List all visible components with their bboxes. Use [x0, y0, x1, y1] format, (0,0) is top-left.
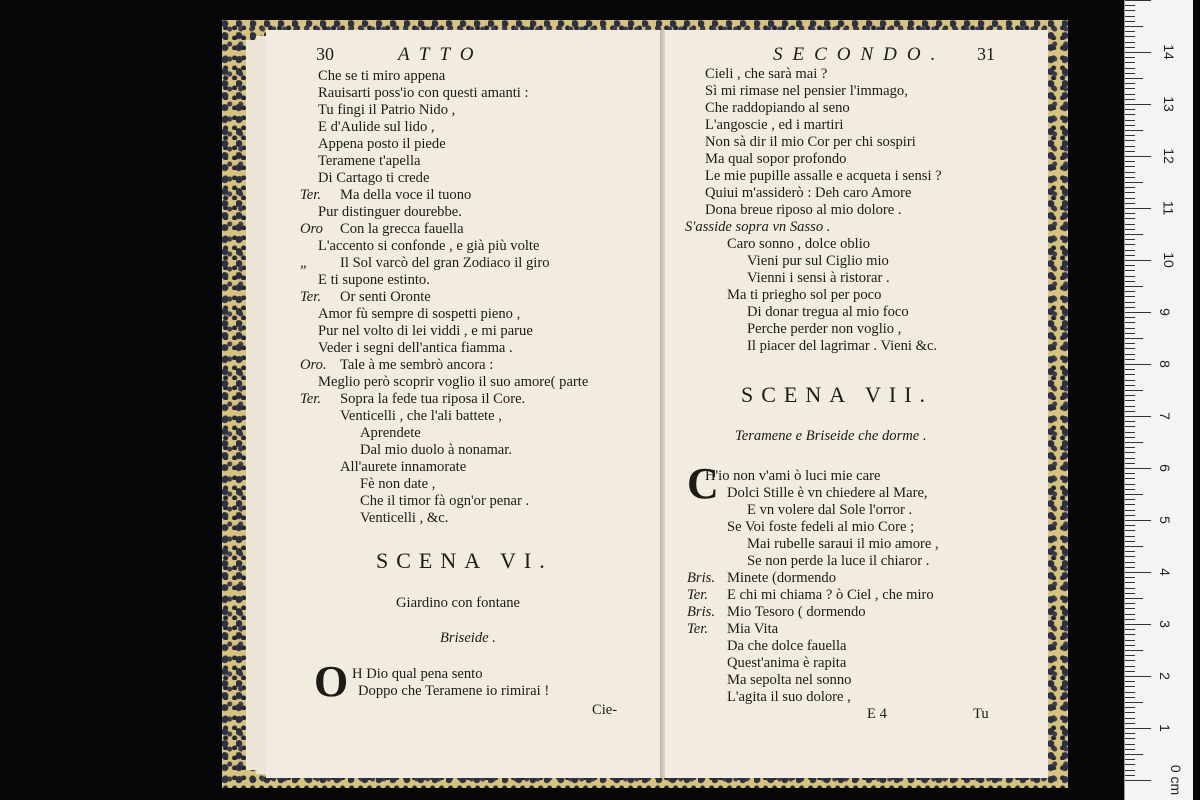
verse-line: Che raddopiando al seno [705, 100, 850, 116]
ruler-tick [1125, 510, 1135, 511]
ruler-tick [1125, 208, 1151, 209]
ruler-tick [1125, 494, 1143, 495]
verse-line: L'angoscie , ed i martiri [705, 117, 844, 133]
ruler-tick [1125, 681, 1135, 682]
ruler-tick [1125, 640, 1135, 641]
verse-line: E ti supone estinto. [318, 272, 430, 288]
ruler-tick [1125, 172, 1135, 173]
ruler-tick [1125, 515, 1135, 516]
verse-line: Caro sonno , dolce oblio [727, 236, 871, 252]
verse-line: Amor fù sempre di sospetti pieno , [318, 306, 521, 322]
ruler-label: 6 [1156, 464, 1173, 472]
verse-line: Dal mio duolo à nonamar. [360, 442, 512, 458]
verse-line: Quest'anima è rapita [727, 655, 847, 671]
ruler-tick [1125, 582, 1135, 583]
ruler-tick [1125, 333, 1135, 334]
left-page [266, 30, 662, 778]
ruler-tick [1125, 619, 1135, 620]
ruler-tick [1125, 723, 1135, 724]
ruler-tick [1125, 99, 1135, 100]
scene-title: SCENA VII. [741, 382, 934, 407]
ruler-tick [1125, 120, 1135, 121]
ruler-tick [1125, 260, 1151, 261]
ruler-tick [1125, 676, 1151, 677]
ruler-tick [1125, 380, 1135, 381]
verse-line: Dona breue riposo al mio dolore . [705, 202, 902, 218]
speaker-label: Ter. [687, 621, 708, 637]
ruler-tick [1125, 21, 1135, 22]
verse-line: Quiui m'assiderò : Deh caro Amore [705, 185, 912, 201]
ruler-tick [1125, 224, 1135, 225]
ruler-tick [1125, 484, 1135, 485]
ruler-tick [1125, 302, 1135, 303]
ruler-tick [1125, 452, 1135, 453]
verse-line: Di donar tregua al mio foco [747, 304, 909, 320]
speaker-label: Bris. [687, 570, 715, 586]
ruler-tick [1125, 390, 1143, 391]
verse-line: Da che dolce fauella [727, 638, 847, 654]
ruler-label: 3 [1156, 620, 1173, 628]
ruler-tick [1125, 369, 1135, 370]
verse-line: Cieli , che sarà mai ? [705, 66, 828, 82]
ruler-tick [1125, 94, 1135, 95]
ruler-tick [1125, 634, 1135, 635]
ruler-tick [1125, 250, 1135, 251]
verse-line: Se Voi foste fedeli al mio Core ; [727, 519, 915, 535]
speaker-label: Ter. [687, 587, 708, 603]
ruler-label: 13 [1160, 96, 1177, 112]
verse-line: Mai rubelle saraui il mio amore , [747, 536, 939, 552]
ruler-tick [1125, 686, 1135, 687]
ruler-tick [1125, 421, 1135, 422]
drop-cap: O [314, 657, 349, 706]
ruler-tick [1125, 234, 1143, 235]
ruler-tick [1125, 10, 1135, 11]
stage-direction: S'asside sopra vn Sasso . [685, 219, 831, 235]
verse-line: Il Sol varcò del gran Zodiaco il giro [340, 255, 550, 271]
ruler-tick [1125, 588, 1135, 589]
ruler-tick [1125, 218, 1135, 219]
ruler-label: 5 [1156, 516, 1173, 524]
ruler-tick [1125, 442, 1143, 443]
ruler-tick [1125, 239, 1135, 240]
ruler-tick [1125, 244, 1135, 245]
ruler-tick [1125, 151, 1135, 152]
ruler-tick [1125, 692, 1135, 693]
verse-line: Perche perder non voglio , [747, 321, 902, 337]
ruler-tick [1125, 468, 1151, 469]
ruler-tick [1125, 458, 1135, 459]
ruler-tick [1125, 312, 1151, 313]
verse-line: Minete (dormendo [727, 570, 837, 586]
verse-line: Appena posto il piede [318, 136, 446, 152]
ruler-tick [1125, 546, 1143, 547]
speaker-label: Ter. [300, 187, 321, 203]
ruler-label: 9 [1156, 308, 1173, 316]
catchword: Tu [973, 706, 989, 722]
ruler-tick [1125, 338, 1143, 339]
ruler-tick [1125, 385, 1135, 386]
verse-line: Non sà dir il mio Cor per chi sospiri [705, 134, 916, 150]
verse-line: Pur distinguer dourebbe. [318, 204, 462, 220]
ruler-tick [1125, 109, 1135, 110]
signature-mark: E 4 [867, 706, 887, 722]
page-number: 30 [316, 44, 334, 64]
ruler-tick [1125, 203, 1135, 204]
ruler-tick [1125, 354, 1135, 355]
ruler-tick [1125, 707, 1135, 708]
ruler-tick [1125, 614, 1135, 615]
ruler-tick [1125, 411, 1135, 412]
ruler-tick [1125, 36, 1135, 37]
ruler-tick [1125, 328, 1135, 329]
ruler-tick [1125, 577, 1135, 578]
ruler-tick [1125, 104, 1151, 105]
ruler-tick [1125, 26, 1143, 27]
ruler-tick [1125, 130, 1143, 131]
scene-characters: Teramene e Briseide che dorme . [735, 428, 927, 444]
speaker-label: „ [300, 255, 309, 271]
ruler-tick [1125, 530, 1135, 531]
ruler-tick [1125, 296, 1135, 297]
ruler-tick [1125, 270, 1135, 271]
ruler-tick [1125, 572, 1151, 573]
ruler-tick [1125, 213, 1135, 214]
verse-line: Con la grecca fauella [340, 221, 464, 237]
ruler-tick [1125, 68, 1135, 69]
ruler-tick [1125, 655, 1135, 656]
verse-line: Di Cartago ti crede [318, 170, 430, 186]
verse-line: Or senti Oronte [340, 289, 431, 305]
verse-line: H'io non v'ami ò luci mie care [705, 468, 881, 484]
ruler-label: 8 [1156, 360, 1173, 368]
ruler-tick [1125, 671, 1135, 672]
verse-line: Ma qual sopor profondo [705, 151, 847, 167]
ruler-tick [1125, 406, 1135, 407]
ruler-tick [1125, 359, 1135, 360]
ruler-tick [1125, 182, 1143, 183]
ruler-tick [1125, 478, 1135, 479]
ruler-tick [1125, 198, 1135, 199]
ruler-tick [1125, 416, 1151, 417]
ruler-tick [1125, 140, 1135, 141]
ruler-tick [1125, 42, 1135, 43]
verse-line: E vn volere dal Sole l'orror . [747, 502, 913, 518]
ruler-tick [1125, 166, 1135, 167]
ruler-label: 12 [1160, 148, 1177, 164]
verse-line: Tu fingi il Patrio Nido , [318, 102, 456, 118]
verse-line: E d'Aulide sul lido , [318, 119, 435, 135]
speaker-label: Ter. [300, 391, 321, 407]
verse-line: Ma ti priegho sol per poco [727, 287, 882, 303]
verse-line: Pur nel volto di lei viddi , e mi parue [318, 323, 533, 339]
ruler-tick [1125, 551, 1135, 552]
ruler-tick [1125, 728, 1151, 729]
drop-cap: C [687, 459, 719, 508]
verse-line: Vienni i sensi à ristorar . [747, 270, 890, 286]
ruler-tick [1125, 57, 1135, 58]
ruler-tick [1125, 780, 1151, 781]
verse-line: Se non perde la luce il chiaror . [747, 553, 930, 569]
verse-line: Teramene t'apella [318, 153, 421, 169]
verse-line: Ma della voce il tuono [340, 187, 472, 203]
ruler-tick [1125, 650, 1143, 651]
ruler-tick [1125, 125, 1135, 126]
ruler-tick [1125, 712, 1135, 713]
ruler-tick [1125, 16, 1135, 17]
ruler-tick [1125, 749, 1135, 750]
ruler-tick [1125, 567, 1135, 568]
ruler-tick [1125, 192, 1135, 193]
ruler-tick [1125, 473, 1135, 474]
ruler-tick [1125, 629, 1135, 630]
ruler-tick [1125, 161, 1135, 162]
ruler-tick [1125, 83, 1135, 84]
verse-line: Il piacer del lagrimar . Vieni &c. [747, 338, 938, 354]
ruler-tick [1125, 697, 1135, 698]
verse-line: Dolci Stille è vn chiedere al Mare, [727, 485, 928, 501]
ruler-tick [1125, 770, 1135, 771]
ruler-tick [1125, 660, 1135, 661]
ruler-tick [1125, 744, 1135, 745]
ruler-tick [1125, 343, 1135, 344]
running-head: SECONDO. [773, 44, 946, 65]
verse-line: Meglio però scoprir voglio il suo amore( parte [318, 374, 589, 390]
ruler-tick [1125, 177, 1135, 178]
ruler-tick [1125, 432, 1135, 433]
ruler-tick [1125, 525, 1135, 526]
ruler-tick [1125, 666, 1135, 667]
ruler-tick [1125, 114, 1135, 115]
ruler-tick [1125, 0, 1151, 1]
ruler-tick [1125, 276, 1135, 277]
ruler-label: 11 [1160, 200, 1177, 216]
ruler-tick [1125, 265, 1135, 266]
ruler-tick [1125, 520, 1151, 521]
page-number: 31 [977, 44, 995, 64]
verse-line: Aprendete [360, 425, 421, 441]
verse-line: Tale à me sembrò ancora : [340, 357, 494, 373]
ruler-tick [1125, 593, 1135, 594]
ruler-tick [1125, 348, 1135, 349]
ruler-tick [1125, 156, 1151, 157]
ruler-tick [1125, 374, 1135, 375]
ruler-tick [1125, 400, 1135, 401]
ruler-label: 7 [1156, 412, 1173, 420]
ruler-label: 14 [1160, 44, 1177, 60]
verse-line: Veder i segni dell'antica fiamma . [318, 340, 513, 356]
ruler-tick [1125, 536, 1135, 537]
ruler-tick [1125, 307, 1135, 308]
ruler-tick [1125, 733, 1135, 734]
ruler-tick [1125, 775, 1135, 776]
ruler-tick [1125, 489, 1135, 490]
ruler-tick [1125, 437, 1135, 438]
ruler-tick [1125, 364, 1151, 365]
verse-line: H Dio qual pena sento [352, 666, 483, 682]
ruler-tick [1125, 541, 1135, 542]
ruler-tick [1125, 598, 1143, 599]
ruler-tick [1125, 556, 1135, 557]
ruler-tick [1125, 603, 1135, 604]
ruler-label: 10 [1160, 252, 1177, 268]
ruler-tick [1125, 645, 1135, 646]
ruler-tick [1125, 187, 1135, 188]
ruler-tick [1125, 317, 1135, 318]
ruler-tick [1125, 291, 1135, 292]
ruler-tick [1125, 78, 1143, 79]
verse-line: Mia Vita [727, 621, 779, 637]
verse-line: Ma sepolta nel sonno [727, 672, 852, 688]
ruler-tick [1125, 229, 1135, 230]
ruler-tick [1125, 47, 1135, 48]
ruler-label: 4 [1156, 568, 1173, 576]
ruler-tick [1125, 738, 1135, 739]
scene-setting: Giardino con fontane [396, 595, 521, 611]
verse-line: Sopra la fede tua riposa il Core. [340, 391, 526, 407]
ruler-tick [1125, 88, 1135, 89]
verse-line: Che se ti miro appena [318, 68, 446, 84]
ruler-tick [1125, 31, 1135, 32]
ruler-tick [1125, 608, 1135, 609]
ruler-tick [1125, 426, 1135, 427]
verse-line: Che il timor fà ogn'or penar . [360, 493, 530, 509]
verse-line: Vieni pur sul Ciglio mio [747, 253, 889, 269]
ruler-tick [1125, 395, 1135, 396]
ruler-tick [1125, 135, 1135, 136]
verse-line: Doppo che Teramene io rimirai ! [358, 683, 550, 699]
catchword: Cie- [592, 702, 618, 718]
ruler-tick [1125, 499, 1135, 500]
verse-line: L'accento si confonde , e già più volte [318, 238, 540, 254]
ruler-tick [1125, 52, 1151, 53]
verse-line: Sì mi rimase nel pensier l'immago, [705, 83, 908, 99]
ruler-label: 2 [1156, 672, 1173, 680]
ruler-tick [1125, 624, 1151, 625]
speaker-label: Oro [300, 221, 323, 237]
ruler-label: 0 cm [1168, 764, 1185, 796]
verse-line: Le mie pupille assalle e acqueta i sensi ? [705, 168, 942, 184]
verse-line: Venticelli , &c. [360, 510, 449, 526]
ruler-tick [1125, 322, 1135, 323]
ruler-tick [1125, 286, 1143, 287]
verse-line: All'aurete innamorate [340, 459, 467, 475]
scene-title: SCENA VI. [376, 548, 553, 573]
right-page [665, 30, 1048, 778]
ruler-tick [1125, 764, 1135, 765]
speaker-label: Bris. [687, 604, 715, 620]
ruler-tick [1125, 73, 1135, 74]
verse-line: E chi mi chiama ? ò Ciel , che miro [727, 587, 934, 603]
scene-character: Briseide . [440, 630, 496, 646]
ruler-tick [1125, 255, 1135, 256]
speaker-label: Ter. [300, 289, 321, 305]
verse-line: Fè non date , [360, 476, 436, 492]
verse-line: Rauisarti poss'io con questi amanti : [318, 85, 529, 101]
ruler-label: 1 [1156, 724, 1173, 732]
speaker-label: Oro. [300, 357, 327, 373]
ruler-tick [1125, 5, 1135, 6]
ruler-tick [1125, 759, 1135, 760]
ruler-tick [1125, 146, 1135, 147]
ruler-tick [1125, 562, 1135, 563]
verse-line: L'agita il suo dolore , [727, 689, 851, 705]
ruler-tick [1125, 504, 1135, 505]
ruler-tick [1125, 463, 1135, 464]
running-head: ATTO [398, 44, 484, 65]
measuring-ruler [1124, 0, 1193, 800]
ruler-tick [1125, 754, 1143, 755]
ruler-tick [1125, 702, 1143, 703]
ruler-tick [1125, 62, 1135, 63]
ruler-tick [1125, 281, 1135, 282]
ruler-tick [1125, 718, 1135, 719]
verse-line: Venticelli , che l'ali battete , [340, 408, 502, 424]
ruler-tick [1125, 447, 1135, 448]
verse-line: Mio Tesoro ( dormendo [727, 604, 866, 620]
